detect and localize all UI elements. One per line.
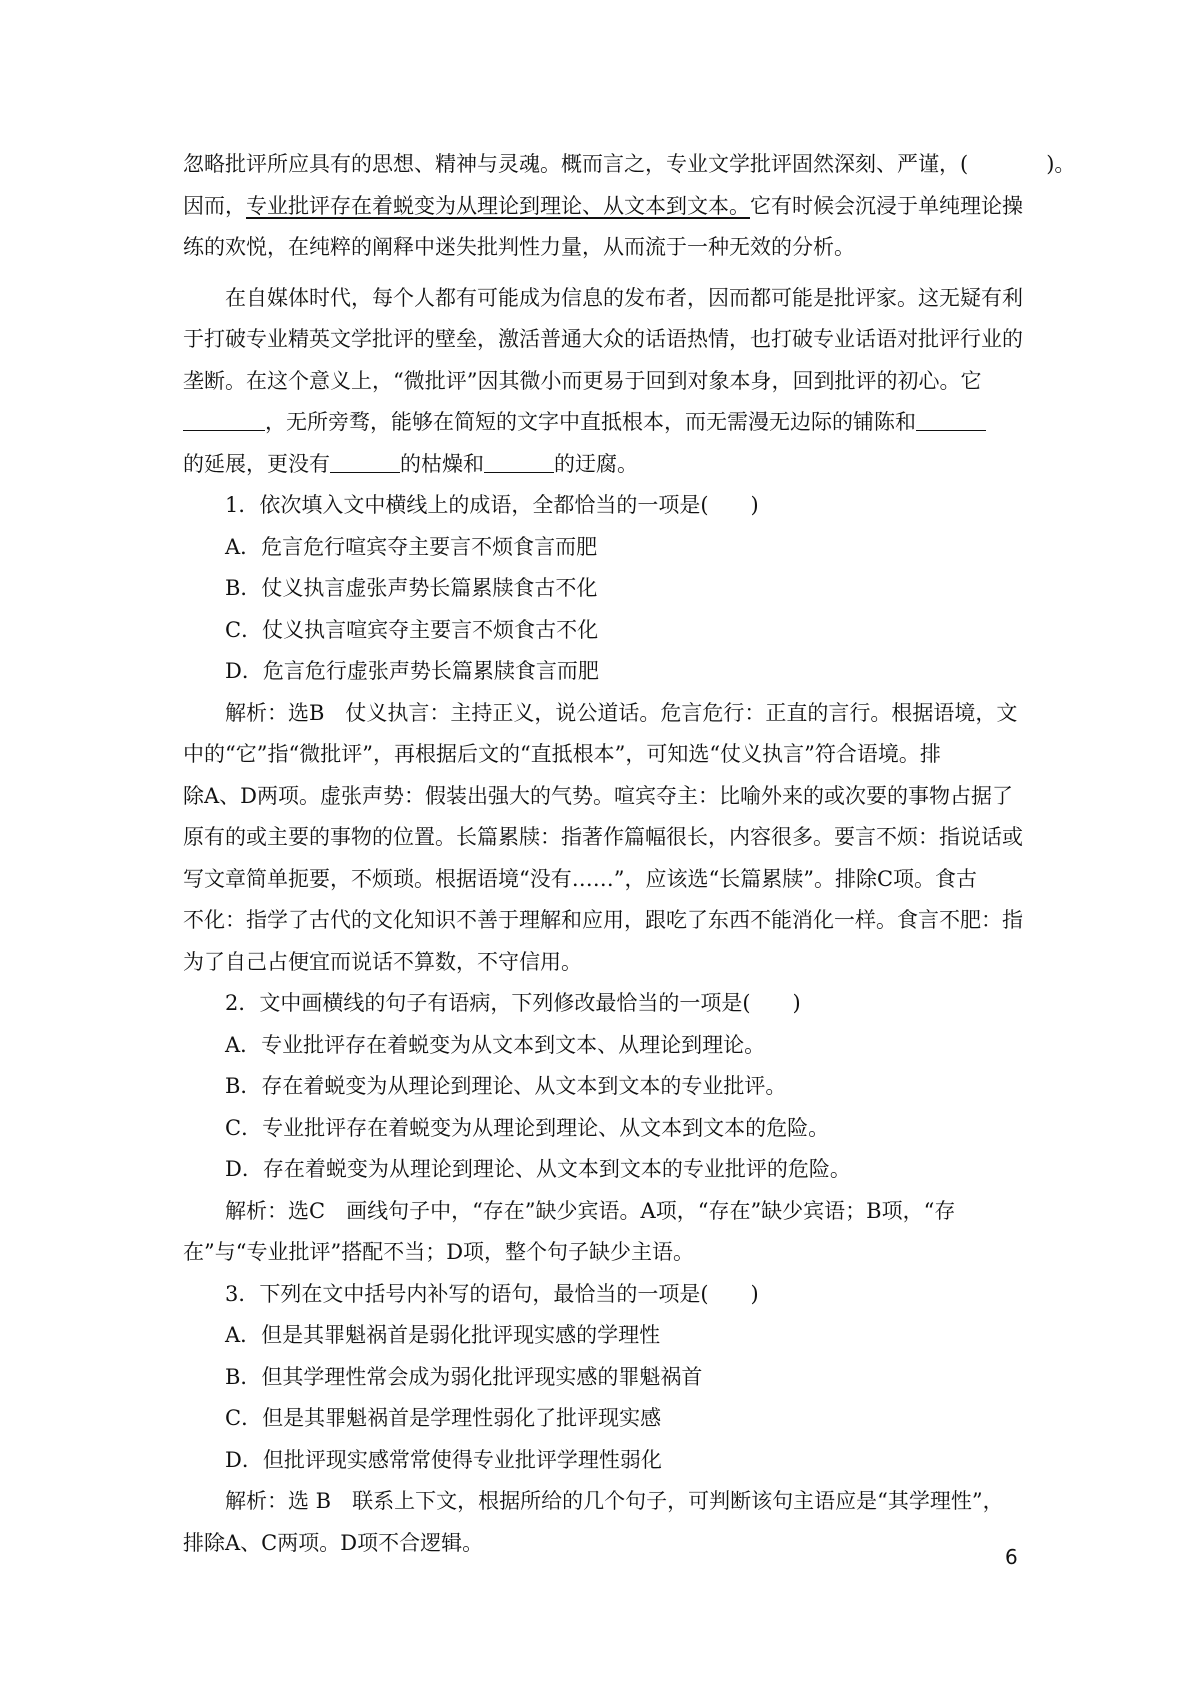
- question-1-option-c: C．仗义执言喧宾夺主要言不烦食古不化: [225, 617, 599, 642]
- passage-text: 的迂腐。: [554, 451, 638, 476]
- question-1-stem: 1．依次填入文中横线上的成语，全都恰当的一项是( ): [225, 493, 759, 517]
- fill-blank-4: [484, 450, 554, 473]
- question-3-option-a: A．但是其罪魁祸首是弱化批评现实感的学理性: [225, 1323, 661, 1347]
- document-body: [183, 144, 1076, 1564]
- question-1-analysis: 写文章简单扼要，不烦琐。根据语境“没有……”，应该选“长篇累牍”。排除C项。食古: [183, 866, 978, 891]
- question-2-analysis: 在”与“专业批评”搭配不当；D项，整个句子缺少主语。: [183, 1240, 695, 1264]
- question-2-option-b: B．存在着蜕变为从理论到理论、从文本到文本的专业批评。: [225, 1074, 787, 1098]
- question-1-analysis: 原有的或主要的事物的位置。长篇累牍：指著作篇幅很长，内容很多。要言不烦：指说话或: [183, 825, 1023, 849]
- question-2-option-c: C．专业批评存在着蜕变为从理论到理论、从文本到文本的危险。: [225, 1115, 830, 1140]
- passage-line: 于打破专业精英文学批评的壁垒，激活普通大众的话语热情，也打破专业话语对批评行业的: [183, 327, 1023, 351]
- passage-line: [183, 186, 1038, 228]
- passage-text: 它有时候会沉浸于单纯理论操: [750, 193, 1023, 218]
- fill-blank-1: [183, 408, 265, 431]
- question-3-option-c: C．但是其罪魁祸首是学理性弱化了批评现实感: [225, 1406, 662, 1430]
- passage-text: 的延展，更没有: [183, 451, 330, 476]
- passage-line: 在自媒体时代，每个人都有可能成为信息的发布者，因而都可能是批评家。这无疑有利: [225, 285, 1023, 310]
- question-3-stem: 3．下列在文中括号内补写的语句，最恰当的一项是( ): [225, 1281, 759, 1306]
- question-1-option-d: D．危言危行虚张声势长篇累牍食言而肥: [225, 659, 599, 683]
- passage-line: [183, 402, 1038, 444]
- question-2-analysis: 解析：选C 画线句子中，“存在”缺少宾语。A项，“存在”缺少宾语；B项，“存: [225, 1198, 956, 1223]
- fill-blank-3: [330, 450, 400, 473]
- passage-text: )。: [1046, 152, 1076, 176]
- question-3-analysis: 排除A、C两项。D项不合逻辑。: [183, 1530, 484, 1555]
- question-2-option-a: A．专业批评存在着蜕变为从文本到文本、从理论到理论。: [225, 1032, 766, 1057]
- question-1-analysis: 中的“它”指“微批评”，再根据后文的“直抵根本”，可知选“仗义执言”符合语境。排: [183, 742, 941, 766]
- passage-line: [183, 444, 1038, 486]
- question-2-stem: 2．文中画横线的句子有语病，下列修改最恰当的一项是( ): [225, 991, 801, 1015]
- passage-text: ，无所旁骛，能够在简短的文字中直抵根本，而无需漫无边际的铺陈和: [265, 410, 916, 434]
- question-2-option-d: D．存在着蜕变为从理论到理论、从文本到文本的专业批评的危险。: [225, 1157, 851, 1181]
- passage-text: 忽略批评所应具有的思想、精神与灵魂。概而言之，专业文学批评固然深刻、严谨，(: [183, 152, 969, 176]
- passage-line: [183, 144, 1076, 186]
- fill-blank-2: [916, 408, 986, 431]
- question-3-option-d: D．但批评现实感常常使得专业批评学理性弱化: [225, 1447, 662, 1472]
- question-1-option-a: A．危言危行喧宾夺主要言不烦食言而肥: [225, 534, 598, 559]
- passage-line: 练的欢悦，在纯粹的阐释中迷失批判性力量，从而流于一种无效的分析。: [183, 235, 855, 259]
- question-1-option-b: B．仗义执言虚张声势长篇累牍食古不化: [225, 576, 598, 600]
- question-1-analysis: 为了自己占便宜而说话不算数，不守信用。: [183, 949, 582, 974]
- question-3-option-b: B．但其学理性常会成为弱化批评现实感的罪魁祸首: [225, 1364, 703, 1389]
- passage-text: 的枯燥和: [400, 451, 484, 476]
- passage-text: 因而，: [183, 193, 246, 218]
- page-number: 6: [1005, 1545, 1018, 1569]
- question-1-analysis: 解析：选B 仗义执言：主持正义，说公道话。危言危行：正直的言行。根据语境，文: [225, 700, 1018, 725]
- passage-line: 垄断。在这个意义上，“微批评”因其微小而更易于回到对象本身，回到批评的初心。它: [183, 368, 982, 393]
- question-1-analysis: 不化：指学了古代的文化知识不善于理解和应用，跟吃了东西不能消化一样。食言不肥：指: [183, 908, 1023, 932]
- underlined-sentence: 专业批评存在着蜕变为从理论到理论、从文本到文本。: [246, 193, 750, 218]
- question-3-analysis: 解析：选 B 联系上下文，根据所给的几个句子，可判断该句主语应是“其学理性”，: [225, 1489, 1004, 1513]
- question-1-analysis: 除A、D两项。虚张声势：假装出强大的气势。喧宾夺主：比喻外来的或次要的事物占据了: [183, 783, 1013, 808]
